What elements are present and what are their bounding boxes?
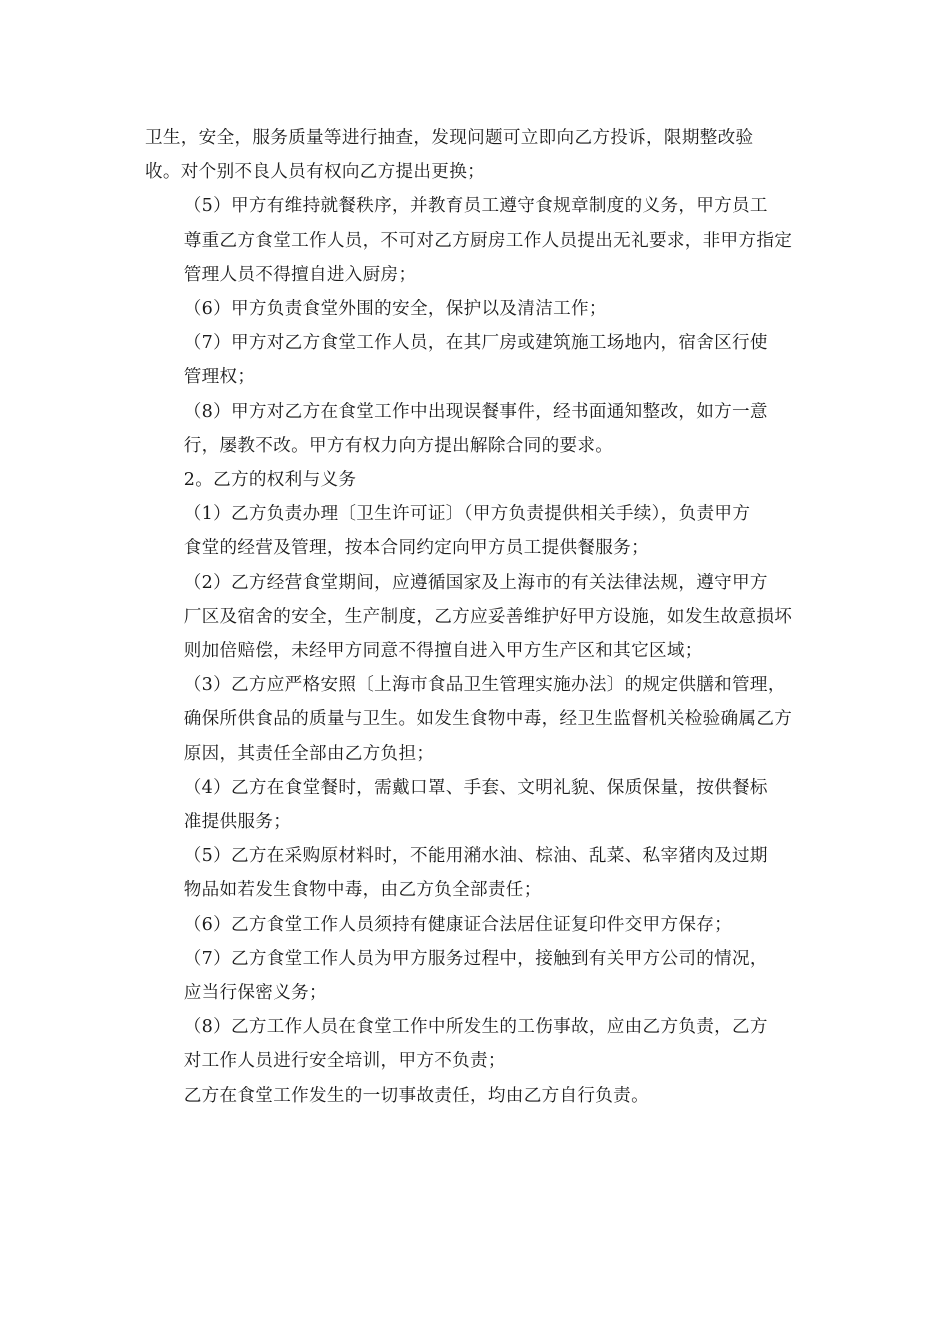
paragraph-continuation	[145, 121, 810, 189]
text-line: 应当行保密义务；	[183, 983, 327, 1004]
paragraph-party-a-item-5	[145, 189, 810, 292]
text-line: 厂区及宿舍的安全，生产制度，乙方应妥善维护好甲方设施，如发生故意损坏	[183, 606, 793, 627]
section-heading-party-b	[145, 463, 810, 497]
text-line: 管理人员不得擅自进入厨房；	[183, 264, 417, 285]
paragraph-party-b-item-2	[145, 566, 810, 669]
text-line: 管理权；	[183, 367, 256, 388]
text-line: （7）甲方对乙方食堂工作人员，在其厂房或建筑施工场地内，宿舍区行使	[183, 333, 768, 354]
text-line: 卫生，安全，服务质量等进行抽查，发现问题可立即向乙方投诉，限期整改验	[145, 128, 754, 148]
paragraph-party-a-item-8	[145, 395, 810, 463]
text-line: 2。乙方的权利与义务	[183, 470, 357, 491]
text-line: 确保所供食品的质量与卫生。如发生食物中毒，经卫生监督机关检验确属乙方	[183, 709, 793, 730]
text-line: 食堂的经营及管理，按本合同约定向甲方员工提供餐服务；	[183, 538, 649, 559]
text-line: （5）乙方在采购原材料时，不能用潲水油、棕油、乱菜、私宰猪肉及过期	[183, 846, 768, 867]
text-line: （2）乙方经营食堂期间，应遵循国家及上海市的有关法律法规，遵守甲方	[183, 572, 768, 593]
text-line: （6）乙方食堂工作人员须持有健康证合法居住证复印件交甲方保存；	[183, 914, 733, 935]
paragraph-closing-statement	[145, 1079, 810, 1113]
text-line: （3）乙方应严格安照〔上海市食品卫生管理实施办法〕的规定供膳和管理，	[183, 675, 786, 696]
text-line: 原因，其责任全部由乙方负担；	[183, 743, 435, 764]
text-line: 行，屡教不改。甲方有权力向方提出解除合同的要求。	[183, 435, 614, 456]
text-line: 对工作人员进行安全培训，甲方不负责；	[183, 1051, 506, 1072]
paragraph-party-b-item-3	[145, 668, 810, 771]
text-line: 收。对个别不良人员有权向乙方提出更换；	[145, 162, 485, 183]
text-line: （5）甲方有维持就餐秩序，并教育员工遵守食规章制度的义务，甲方员工	[183, 196, 768, 217]
document-body	[145, 121, 810, 1113]
paragraph-party-a-item-7	[145, 326, 810, 394]
text-line: （4）乙方在食堂餐时，需戴口罩、手套、文明礼貌、保质保量，按供餐标	[183, 777, 768, 798]
text-line: （7）乙方食堂工作人员为甲方服务过程中，接触到有关甲方公司的情况，	[183, 948, 768, 969]
paragraph-party-b-item-5	[145, 839, 810, 907]
text-line: （1）乙方负责办理〔卫生许可证〕（甲方负责提供相关手续），负责甲方	[183, 504, 751, 525]
text-line: 物品如若发生食物中毒，由乙方负全部责任；	[183, 880, 542, 901]
text-line: （8）甲方对乙方在食堂工作中出现误餐事件，经书面通知整改，如方一意	[183, 401, 768, 422]
paragraph-party-b-item-8	[145, 1010, 810, 1078]
text-line: （6）甲方负责食堂外围的安全，保护以及清洁工作；	[183, 299, 607, 320]
text-line: （8）乙方工作人员在食堂工作中所发生的工伤事故，应由乙方负责，乙方	[183, 1017, 768, 1038]
paragraph-party-b-item-6	[145, 908, 810, 942]
paragraph-party-b-item-4	[145, 771, 810, 839]
paragraph-party-b-item-7	[145, 942, 810, 1010]
text-line: 尊重乙方食堂工作人员，不可对乙方厨房工作人员提出无礼要求，非甲方指定	[183, 230, 793, 251]
text-line: 则加倍赔偿，未经甲方同意不得擅自进入甲方生产区和其它区域；	[183, 641, 703, 662]
text-line: 乙方在食堂工作发生的一切事故责任，均由乙方自行负责。	[183, 1085, 649, 1106]
paragraph-party-b-item-1	[145, 497, 810, 565]
paragraph-party-a-item-6	[145, 292, 810, 326]
text-line: 准提供服务；	[183, 812, 292, 833]
